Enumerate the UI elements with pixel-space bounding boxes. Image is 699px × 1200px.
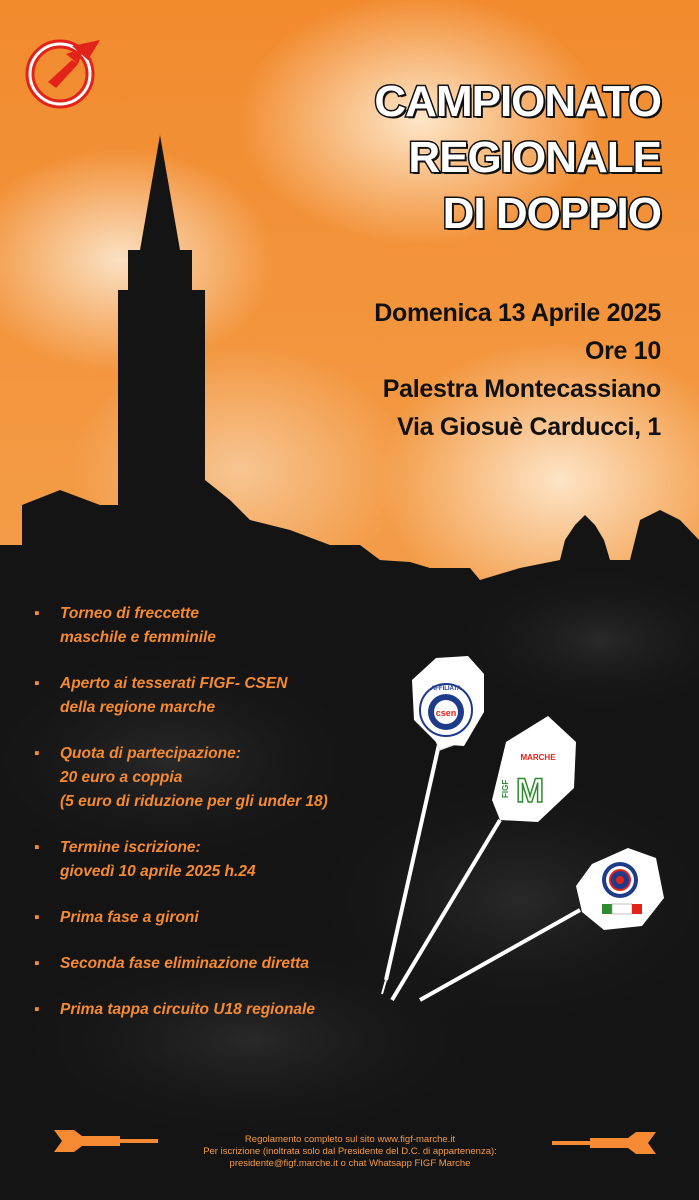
list-item: ▪ Quota di partecipazione: 20 euro a coppia (5 euro di riduzione per gli under 18)	[34, 742, 394, 814]
footer-line-3: presidente@figf.marche.it o chat Whatsapp FIGF Marche	[229, 1158, 471, 1169]
csen-top-text: AFFILIATA	[430, 686, 462, 692]
darts-illustration	[380, 650, 680, 1010]
list-item: ▪ Torneo di freccette maschile e femminile	[34, 602, 394, 650]
dart-icon	[50, 1124, 160, 1158]
event-address: Via Giosuè Carducci, 1	[397, 413, 661, 441]
dart-icon	[550, 1126, 660, 1160]
list-item: ▪ Aperto ai tesserati FIGF- CSEN della regione marche	[34, 672, 394, 720]
marche-letter: M	[515, 772, 545, 810]
title-line-2: REGIONALE	[408, 133, 661, 182]
title-line-1: CAMPIONATO	[374, 77, 661, 126]
marche-arc-text: MARCHE	[520, 753, 556, 762]
csen-mid-text: csen	[435, 708, 457, 718]
bullet-marker: ▪	[34, 675, 40, 692]
figf-logo-icon	[22, 26, 108, 112]
bullet-marker: ▪	[34, 605, 40, 622]
event-title	[374, 74, 661, 242]
bullet-marker: ▪	[34, 955, 40, 972]
list-item: ▪ Seconda fase eliminazione diretta	[34, 952, 394, 976]
bullet-marker: ▪	[34, 839, 40, 856]
details-list	[34, 602, 394, 1038]
event-time: Ore 10	[584, 337, 661, 365]
footer-line-1: Regolamento completo sul sito www.figf-marche.it	[244, 1134, 456, 1145]
dart-icon	[392, 716, 576, 1000]
figf-vertical-text: FIGF	[501, 779, 510, 798]
bullet-marker: ▪	[34, 909, 40, 926]
list-item: ▪ Prima tappa circuito U18 regionale	[34, 998, 394, 1022]
bullet-marker: ▪	[34, 745, 40, 762]
list-item: ▪ Prima fase a gironi	[34, 906, 394, 930]
event-date: Domenica 13 Aprile 2025	[374, 299, 661, 327]
dart-icon	[382, 656, 484, 994]
bullet-marker: ▪	[34, 1001, 40, 1018]
event-venue: Palestra Montecassiano	[382, 375, 661, 403]
footer-info	[160, 1134, 540, 1170]
title-line-3: DI DOPPIO	[442, 189, 661, 238]
list-item: ▪ Termine iscrizione: giovedì 10 aprile 2025 h.24	[34, 836, 394, 884]
event-info	[374, 294, 661, 446]
footer-line-2: Per iscrizione (inoltrata solo dal Presidente del D.C. di appartenenza):	[203, 1146, 497, 1157]
dart-icon	[420, 848, 664, 1000]
dartboard-icon	[602, 862, 638, 898]
